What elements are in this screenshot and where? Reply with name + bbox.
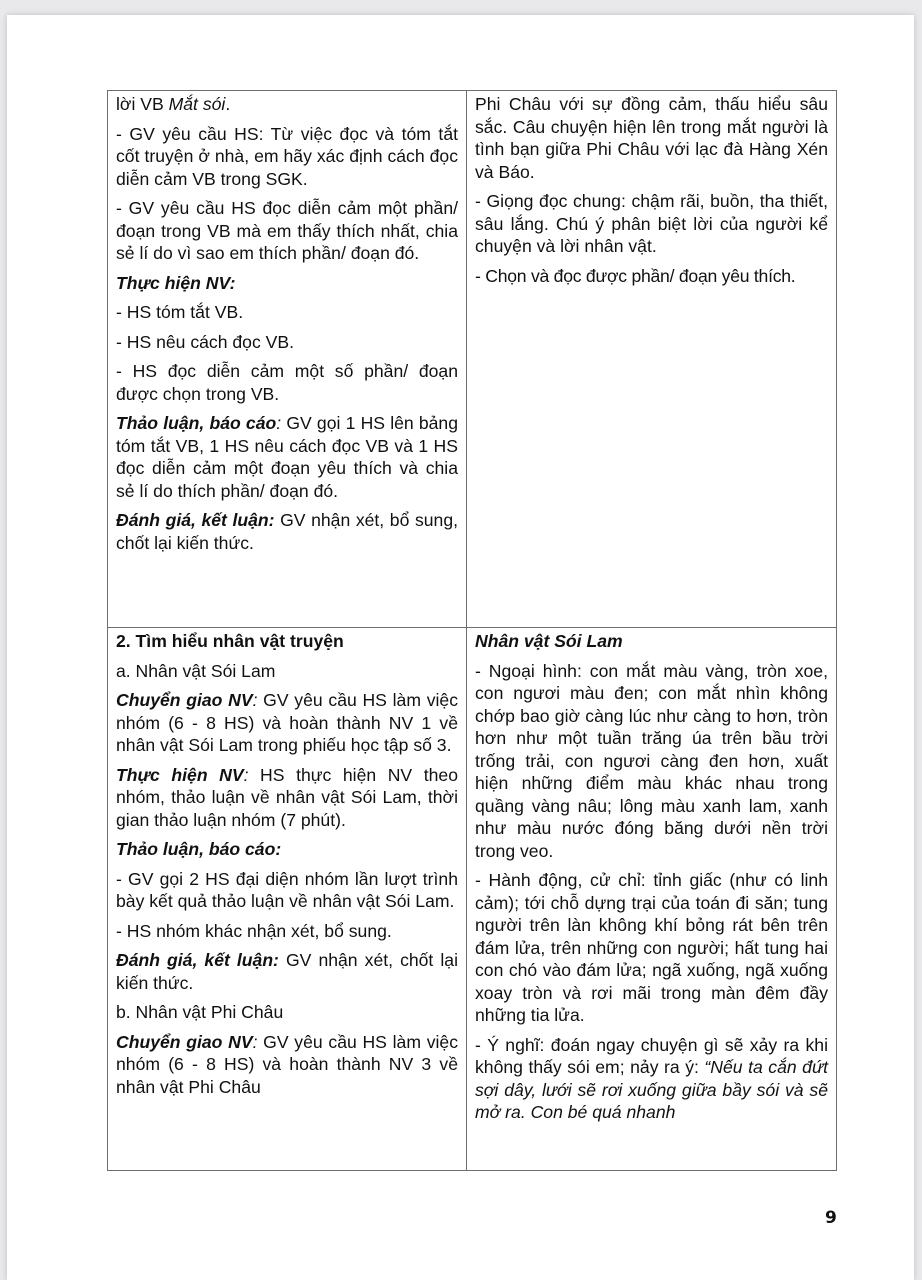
- perform-item: - HS tóm tắt VB.: [116, 302, 244, 322]
- perform-text: HS thực hiện NV theo nhóm, thảo luận về nhân vật Sói Lam, thời gian thảo luận nhóm (7 phút).: [116, 764, 458, 830]
- assess-paragraph: [116, 949, 458, 994]
- outcome-paragraph: - Giọng đọc chung: chậm rãi, buồn, tha thiết, sâu lắng. Chú ý phân biệt lời của người kể chuyện và lời nhân vật.: [475, 191, 828, 256]
- teacher-activity-cell: [108, 91, 467, 628]
- text-title: Mắt sói: [168, 94, 226, 114]
- expected-outcome-cell: [467, 628, 837, 1171]
- perform-label: Thực hiện NV: [116, 764, 244, 785]
- discuss-text: GV gọi 1 HS lên bảng tóm tắt VB, 1 HS nêu cách đọc VB và 1 HS đọc diễn cảm một đoạn yêu thích và chia sẻ lí do thích phần/ đoạn đó.: [116, 413, 459, 501]
- assign-label: Chuyển giao NV: [116, 1031, 253, 1052]
- assign-paragraph: [116, 1031, 458, 1099]
- perform-item: - HS đọc diễn cảm một số phần/ đoạn được chọn trong VB.: [116, 361, 458, 404]
- subsection-heading: b. Nhân vật Phi Châu: [116, 1002, 284, 1022]
- discuss-paragraph: [116, 412, 458, 502]
- assess-text: GV nhận xét, chốt lại kiến thức.: [116, 950, 458, 993]
- task-paragraph: - GV yêu cầu HS đọc diễn cảm một phần/ đoạn trong VB mà em thấy thích nhất, chia sẻ lí do vì sao em thích phần/ đoạn đó.: [116, 198, 458, 263]
- discuss-label: Thảo luận, báo cáo:: [116, 839, 282, 859]
- assign-colon: :: [252, 690, 258, 710]
- assess-paragraph: [116, 509, 458, 554]
- section-heading: 2. Tìm hiểu nhân vật truyện: [116, 631, 344, 651]
- task-paragraph: - GV yêu cầu HS: Từ việc đọc và tóm tắt cốt truyện ở nhà, em hãy xác định cách đọc diễn cảm VB trong SGK.: [116, 123, 458, 189]
- perform-item: - HS nêu cách đọc VB.: [116, 331, 294, 352]
- intro-prefix: lời VB: [116, 94, 169, 114]
- lesson-plan-table: [107, 90, 837, 1171]
- document-page: [7, 15, 914, 1280]
- character-heading: Nhân vật Sói Lam: [475, 631, 623, 651]
- discuss-colon: :: [276, 413, 282, 433]
- assess-text: GV nhận xét, bổ sung, chốt lại kiến thức.: [116, 510, 458, 553]
- perform-colon: :: [243, 764, 249, 785]
- subsection-heading: a. Nhân vật Sói Lam: [116, 660, 276, 681]
- perform-label: Thực hiện NV:: [116, 272, 236, 293]
- table-row: [108, 91, 837, 628]
- assign-colon: :: [252, 1031, 258, 1052]
- discuss-item: - GV gọi 2 HS đại diện nhóm lần lượt trình bày kết quả thảo luận về nhân vật Sói Lam.: [116, 868, 458, 911]
- thought-paragraph: [475, 1034, 828, 1124]
- assign-label: Chuyển giao NV: [116, 690, 253, 710]
- discuss-label: Thảo luận, báo cáo: [116, 413, 277, 433]
- intro-suffix: .: [225, 94, 231, 114]
- page-number: 9: [825, 1208, 837, 1228]
- assign-text: GV yêu cầu HS làm việc nhóm (6 - 8 HS) và hoàn thành NV 1 về nhân vật Sói Lam trong phiếu học tập số 3.: [116, 690, 458, 755]
- perform-paragraph: [116, 764, 458, 832]
- appearance-paragraph: - Ngoại hình: con mắt màu vàng, tròn xoe, con ngươi màu đen; con mắt nhìn không chớp bao giờ càng lúc như càng to hơn, tròn hơn như một tuần trăng úa trên bầu trời trống trải, con ngươi càng đen hơn, xuất hiện những điểm màu khác nhau trong quầng vàng nâu; lông màu xanh lam, xanh như màu nước đóng băng dưới nền trời trong veo.: [475, 660, 828, 861]
- expected-outcome-cell: [467, 91, 837, 628]
- table-row: [108, 628, 837, 1171]
- assess-label: Đánh giá, kết luận:: [116, 510, 275, 530]
- thought-text: - Ý nghĩ: đoán ngay chuyện gì sẽ xảy ra khi không thấy sói em; nảy ra ý:: [475, 1034, 828, 1077]
- outcome-paragraph: - Chọn và đọc được phần/ đoạn yêu thích.: [475, 265, 796, 286]
- outcome-paragraph: Phi Châu với sự đồng cảm, thấu hiểu sâu sắc. Câu chuyện hiện lên trong mắt người là tình bạn giữa Phi Châu với lạc đà Hàng Xén và Báo.: [475, 94, 828, 182]
- assign-paragraph: [116, 689, 458, 757]
- assess-label: Đánh giá, kết luận:: [116, 950, 279, 970]
- intro-line: [116, 93, 458, 116]
- teacher-activity-cell: [108, 628, 467, 1171]
- actions-paragraph: - Hành động, cử chỉ: tỉnh giấc (như có linh cảm); tới chỗ dựng trại của toán đi săn; tung người trên làn không khí bỏng rát bên trên đám lửa, trên những con người; hất tung hai con chó vào đám lửa; ngã xuống, ngã xuống xoay tròn và rơi mãi trong màn đêm đầy những tia lửa.: [475, 870, 828, 1025]
- assign-text: GV yêu cầu HS làm việc nhóm (6 - 8 HS) và hoàn thành NV 3 về nhân vật Phi Châu: [116, 1031, 458, 1097]
- discuss-item: - HS nhóm khác nhận xét, bổ sung.: [116, 920, 392, 941]
- thought-quote: “Nếu ta cắn đứt sợi dây, lưới sẽ rơi xuống giữa bầy sói và sẽ mở ra. Con bé quá nhanh: [475, 1057, 828, 1122]
